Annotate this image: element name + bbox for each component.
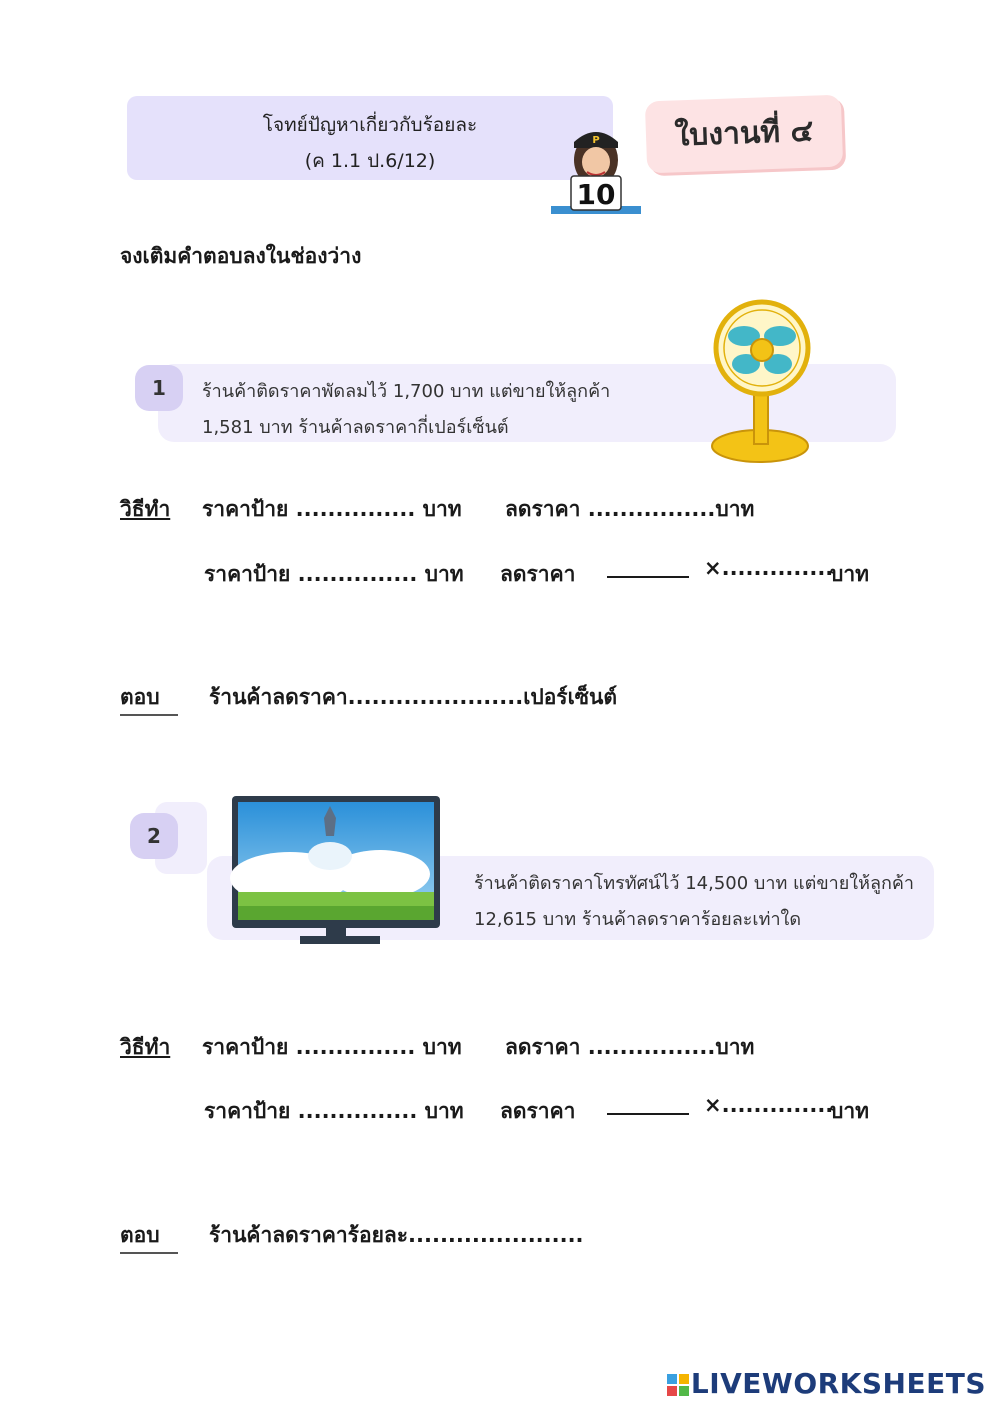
problem-1-answer-label: ตอบ bbox=[120, 685, 160, 709]
problem-2-row2-discount: ลดราคา bbox=[500, 1099, 576, 1123]
problem-1-text-line2: 1,581 บาท ร้านค้าลดราคากี่เปอร์เซ็นต์ bbox=[202, 417, 509, 438]
worksheet-standard-code: (ค 1.1 ป.6/12) bbox=[304, 150, 436, 172]
instruction-text: จงเติมคำตอบลงในช่องว่าง bbox=[120, 244, 362, 268]
problem-1-text-line1: ร้านค้าติดราคาพัดลมไว้ 1,700 บาท แต่ขายให้ลูกค้า bbox=[202, 381, 611, 402]
problem-1-row1-discount: ลดราคา ................บาท bbox=[505, 497, 755, 521]
problem-1-fraction-line bbox=[607, 576, 689, 578]
problem-2-times-blank[interactable]: ×.............. bbox=[704, 1093, 834, 1117]
liveworksheets-logo-icon bbox=[667, 1374, 689, 1396]
problem-2-row2-unit: บาท bbox=[830, 1099, 869, 1123]
fan-illustration bbox=[704, 296, 824, 468]
problem-2-answer-text[interactable]: ร้านค้าลดราคาร้อยละ...................... bbox=[209, 1223, 584, 1247]
liveworksheets-brand-text: LIVEWORKSHEETS bbox=[690, 1367, 986, 1400]
problem-1-times-blank[interactable]: ×.............. bbox=[704, 556, 834, 580]
problem-2-answer-label: ตอบ bbox=[120, 1223, 160, 1247]
tv-illustration bbox=[230, 796, 442, 946]
problem-2-number-badge: 2 bbox=[130, 813, 178, 859]
problem-2-method-label: วิธีทำ bbox=[120, 1035, 171, 1059]
avatar-illustration bbox=[551, 120, 641, 220]
problem-1-method-label: วิธีทำ bbox=[120, 497, 171, 521]
problem-2-text-line2: 12,615 บาท ร้านค้าลดราคาร้อยละเท่าใด bbox=[474, 909, 802, 930]
problem-1-row2-unit: บาท bbox=[830, 562, 869, 586]
liveworksheets-logo[interactable] bbox=[667, 1367, 986, 1400]
problem-2-row1-price: ราคาป้าย ............... บาท bbox=[202, 1035, 462, 1059]
svg-text:P: P bbox=[592, 135, 600, 146]
problem-1-row2-price: ราคาป้าย ............... บาท bbox=[204, 562, 464, 586]
problem-2-fraction-line bbox=[607, 1113, 689, 1115]
problem-2-text-line1: ร้านค้าติดราคาโทรทัศน์ไว้ 14,500 บาท แต่ขายให้ลูกค้า bbox=[474, 873, 915, 894]
problem-2-row1-discount: ลดราคา ................บาท bbox=[505, 1035, 755, 1059]
problem-1-row2-discount: ลดราคา bbox=[500, 562, 576, 586]
worksheet-number-tag bbox=[645, 95, 843, 174]
problem-1-answer-text[interactable]: ร้านค้าลดราคา......................เปอร์เซ็นต์ bbox=[209, 685, 618, 709]
problem-2-row2-price: ราคาป้าย ............... บาท bbox=[204, 1099, 464, 1123]
problem-1-number-badge: 1 bbox=[135, 365, 183, 411]
worksheet-title: โจทย์ปัญหาเกี่ยวกับร้อยละ bbox=[262, 114, 478, 136]
problem-1-row1-price: ราคาป้าย ............... บาท bbox=[202, 497, 462, 521]
avatar-number: 10 bbox=[576, 178, 616, 211]
worksheet-number-label: ใบงานที่ ๔ bbox=[674, 113, 814, 154]
